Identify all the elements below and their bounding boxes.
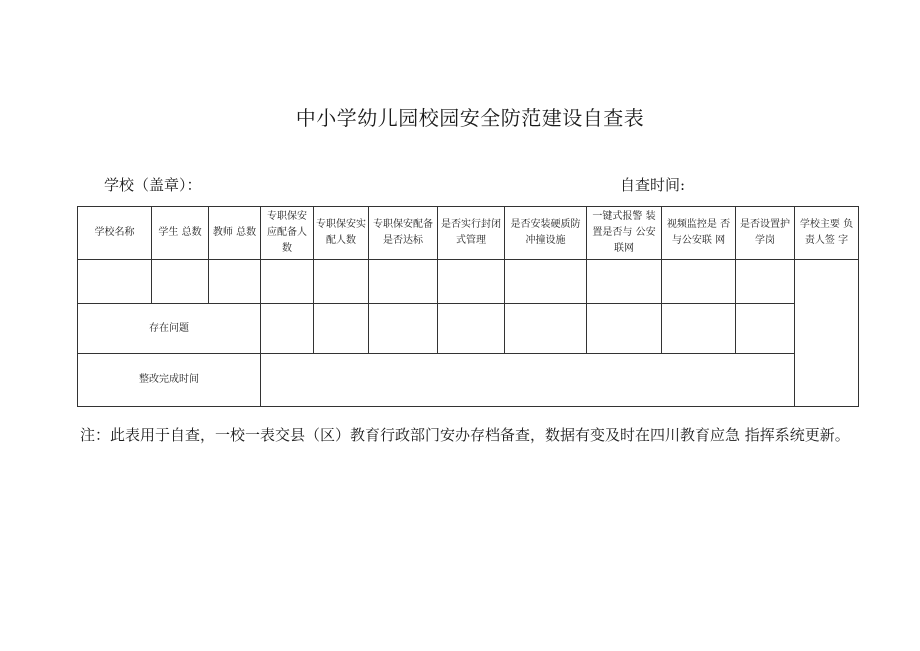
cell-guards-actual[interactable] [314, 260, 369, 304]
header-guards-compliant: 专职保安配备是否达标 [369, 207, 438, 260]
cell-guards-compliant[interactable] [369, 260, 438, 304]
header-video-network: 视频监控是 否与公安联 网 [662, 207, 736, 260]
header-principal-signature: 学校主要 负责人签 字 [795, 207, 859, 260]
cell-school-name[interactable] [78, 260, 152, 304]
footnote: 注：此表用于自查，一校一表交县（区）教育行政部门安办存档备查，数据有变及时在四川教育应急 指挥系统更新。 [80, 426, 850, 444]
cell-alarm-network[interactable] [587, 260, 662, 304]
cell-teacher-total[interactable] [209, 260, 261, 304]
cell-guards-required[interactable] [261, 260, 314, 304]
issue-cell-alarm-network[interactable] [587, 304, 662, 354]
issue-cell-guard-post[interactable] [736, 304, 795, 354]
issue-cell-guards-required[interactable] [261, 304, 314, 354]
header-row [78, 207, 859, 260]
cell-guard-post[interactable] [736, 260, 795, 304]
completion-time-cell[interactable] [261, 354, 795, 407]
issue-cell-closed-management[interactable] [438, 304, 505, 354]
header-guards-actual: 专职保安实配人数 [314, 207, 369, 260]
cell-student-total[interactable] [152, 260, 209, 304]
cell-principal-signature[interactable] [795, 260, 859, 407]
header-alarm-network: 一键式报警 装置是否与 公安联网 [587, 207, 662, 260]
header-student-total: 学生 总数 [152, 207, 209, 260]
issues-row [78, 304, 859, 354]
data-row [78, 260, 859, 304]
header-anti-collision: 是否安装硬质防冲撞设施 [505, 207, 587, 260]
completion-time-label: 整改完成时间 [78, 354, 261, 407]
completion-row [78, 354, 859, 407]
cell-anti-collision[interactable] [505, 260, 587, 304]
issues-label: 存在问题 [78, 304, 261, 354]
issue-cell-video-network[interactable] [662, 304, 736, 354]
issue-cell-anti-collision[interactable] [505, 304, 587, 354]
self-check-table [77, 206, 859, 407]
cell-video-network[interactable] [662, 260, 736, 304]
form-title: 中小学幼儿园校园安全防范建设自查表 [295, 106, 645, 130]
cell-closed-management[interactable] [438, 260, 505, 304]
header-guards-required: 专职保安应配备人数 [261, 207, 314, 260]
check-date-label: 自查时间: [620, 176, 686, 194]
school-stamp-label: 学校（盖章）： [104, 176, 202, 194]
header-teacher-total: 教师 总数 [209, 207, 261, 260]
issue-cell-guards-compliant[interactable] [369, 304, 438, 354]
issue-cell-guards-actual[interactable] [314, 304, 369, 354]
header-closed-management: 是否实行封闭式管理 [438, 207, 505, 260]
header-school-name: 学校名称 [78, 207, 152, 260]
header-guard-post: 是否设置护学岗 [736, 207, 795, 260]
